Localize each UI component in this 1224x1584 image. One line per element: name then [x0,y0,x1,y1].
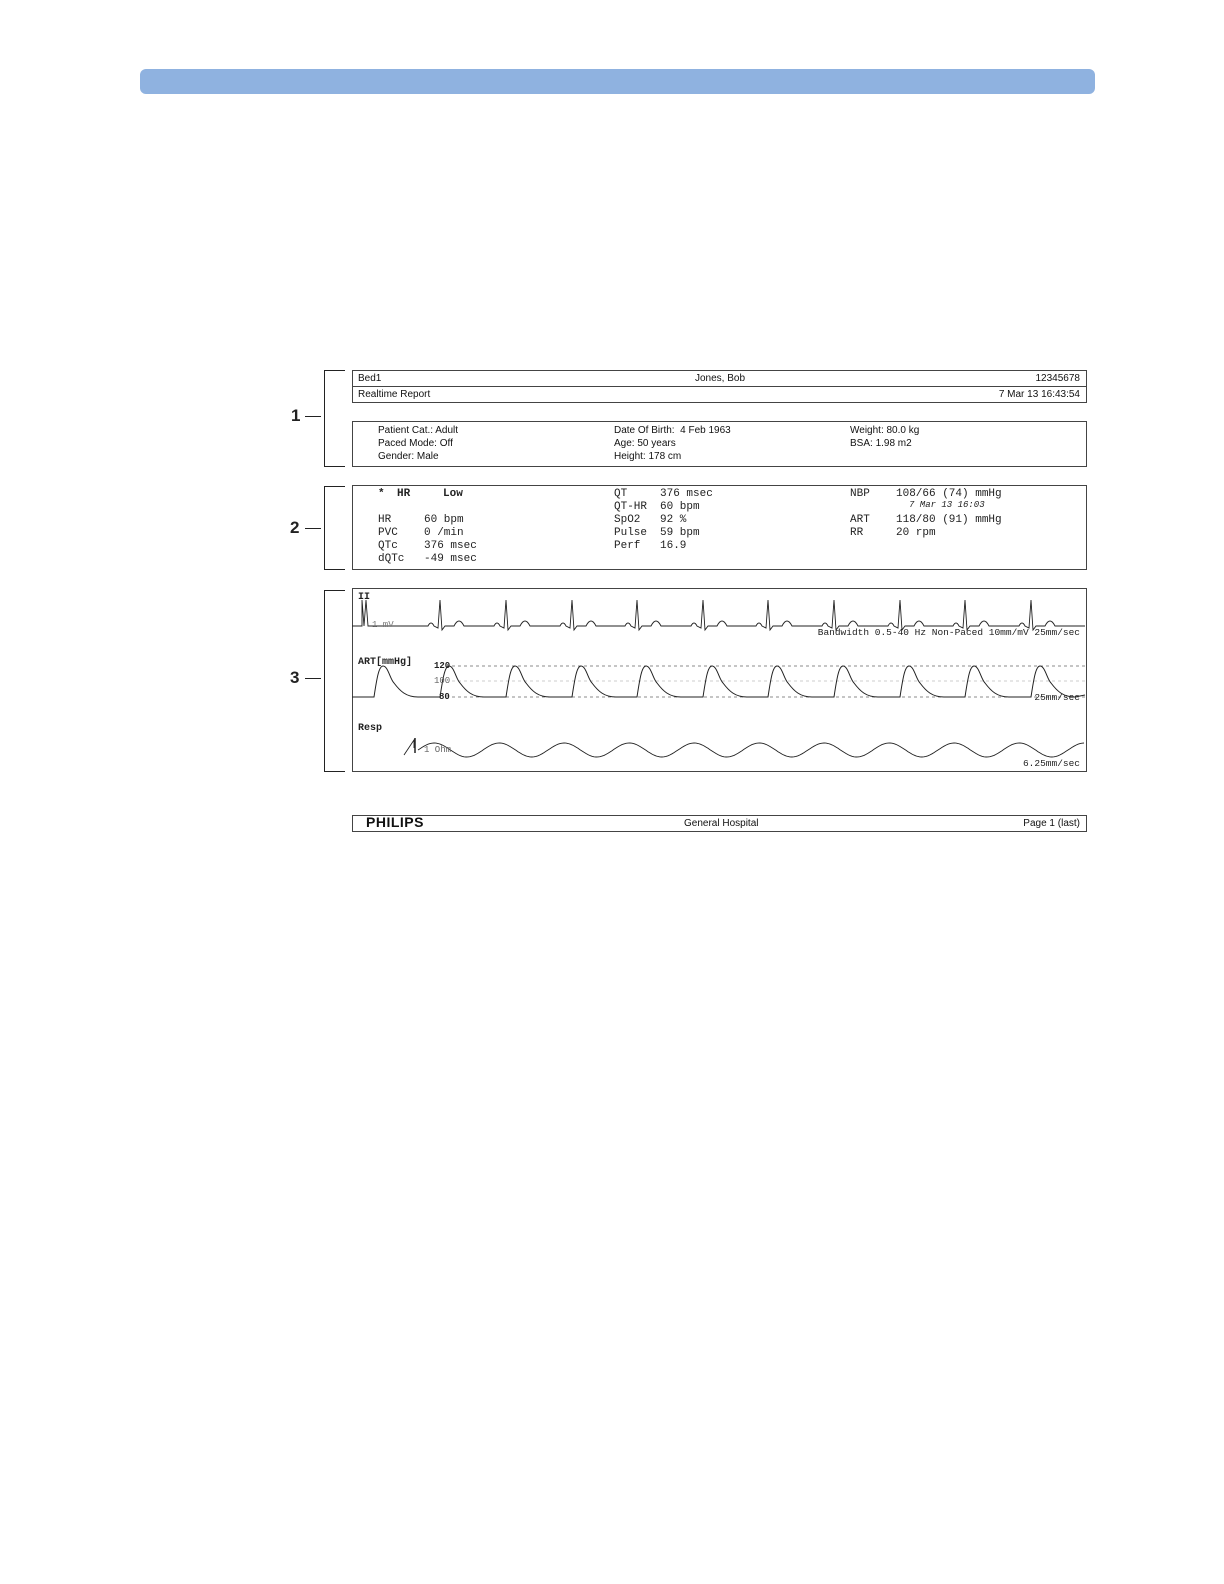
vital-value: 60 bpm [660,501,700,513]
vital-label: HR [378,514,392,526]
nbp-timestamp: 7 Mar 13 16:03 [909,500,985,510]
ecg-label: II [358,592,371,603]
paced-mode: Paced Mode: Off [378,438,453,449]
alarm-status: Low [443,488,463,500]
art-tick-mid: 100 [434,676,451,686]
callout-2-leader [305,528,321,529]
callout-1-bracket [324,370,345,467]
weight: Weight: 80.0 kg [850,425,920,436]
art-tick-low: 80 [439,692,450,702]
vital-value: 118/80 (91) mmHg [896,514,1002,526]
vital-label: Pulse [614,527,648,539]
vital-label: ART [850,514,870,526]
waveform-canvas [352,588,1086,771]
patient-id: 12345678 [1035,373,1080,384]
ecg-scale: 1 mV [372,620,394,630]
callout-3: 3 [290,668,300,687]
vital-value: 20 rpm [896,527,936,539]
header-divider [352,386,1086,387]
vital-value: 92 % [660,514,687,526]
callout-1: 1 [291,406,301,425]
vital-value: 0 /min [424,527,464,539]
resp-label: Resp [358,723,383,734]
art-tick-high: 120 [434,661,451,671]
vital-label: RR [850,527,864,539]
vital-label: NBP [850,488,870,500]
gender: Gender: Male [378,451,439,462]
vital-value: -49 msec [424,553,477,565]
vital-value: 60 bpm [424,514,464,526]
callout-3-bracket [324,590,345,772]
vital-value: 376 msec [424,540,477,552]
ecg-info: Bandwidth 0.5-40 Hz Non-Paced 10mm/mV 25mm/sec [817,627,1080,638]
ecg-trace [352,600,1085,630]
vital-label: SpO2 [614,514,641,526]
report-timestamp: 7 Mar 13 16:43:54 [998,389,1080,400]
report-type: Realtime Report [358,389,431,400]
hospital-name: General Hospital [684,818,759,829]
vital-label: Perf [614,540,641,552]
vital-value: 376 msec [660,488,713,500]
vital-value: 16.9 [660,540,687,552]
brand-logo: PHILIPS [366,814,424,830]
height: Height: 178 cm [614,451,682,462]
art-speed: 25mm/sec [1034,692,1080,703]
callout-3-leader [305,678,321,679]
art-trace [352,666,1085,697]
callout-1-leader [305,416,321,417]
vital-label: QTc [378,540,398,552]
callout-2-bracket [324,486,345,570]
alarm-parameter: HR [397,488,411,500]
page-number: Page 1 (last) [1023,818,1080,829]
alarm-star: * [378,488,385,500]
resp-scale: 1 Ohm [424,745,452,755]
vital-label: dQTc [378,553,405,565]
date-of-birth: Date Of Birth: 4 Feb 1963 [614,425,731,436]
vital-label: PVC [378,527,398,539]
art-label: ART[mmHg] [358,657,413,668]
patient-category: Patient Cat.: Adult [378,425,459,436]
vital-label: QT-HR [614,501,648,513]
vital-value: 59 bpm [660,527,700,539]
age: Age: 50 years [614,438,676,449]
vital-label: QT [614,488,628,500]
patient-name: Jones, Bob [695,373,746,384]
bed-label: Bed1 [358,373,382,384]
callout-2: 2 [290,518,300,537]
bsa: BSA: 1.98 m2 [850,438,912,449]
vital-value: 108/66 (74) mmHg [896,488,1002,500]
resp-trace [404,740,1084,757]
resp-speed: 6.25mm/sec [1022,758,1080,769]
header-bar [140,69,1095,94]
